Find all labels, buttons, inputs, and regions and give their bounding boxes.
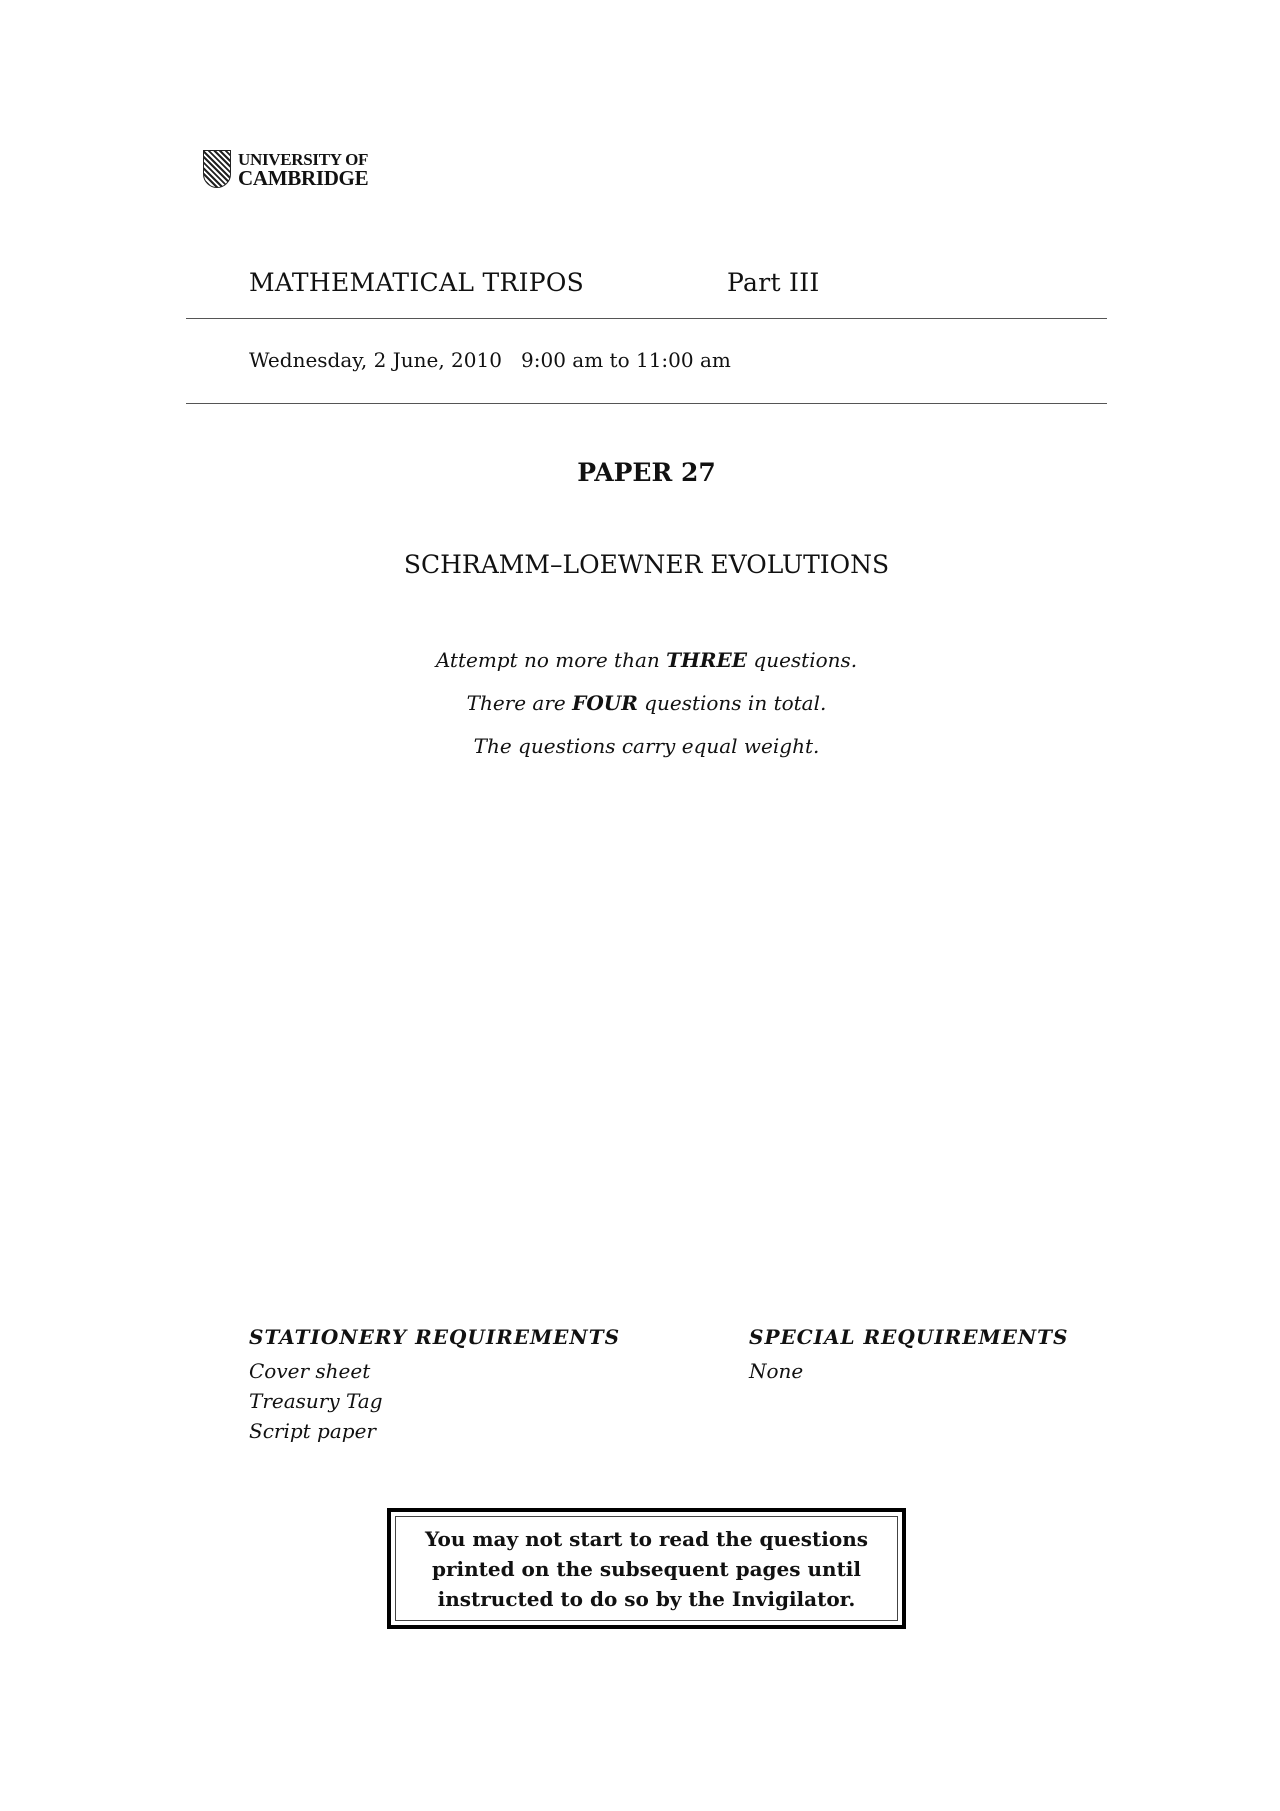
notice-line: printed on the subsequent pages until [431,1556,862,1581]
logo-text [238,150,368,188]
exam-datetime [249,348,731,372]
stationery-item: Treasury Tag [249,1389,383,1413]
special-item: None [749,1359,804,1383]
instruction-line: The questions carry equal weight. [473,734,820,758]
divider [186,403,1107,404]
exam-date: Wednesday, 2 June, 2010 [249,348,502,372]
stationery-heading: STATIONERY REQUIREMENTS [249,1325,621,1349]
instruction-line: Attempt no more than THREE questions. [435,648,858,672]
divider [186,318,1107,319]
special-heading: SPECIAL REQUIREMENTS [749,1325,1069,1349]
exam-time: 9:00 am to 11:00 am [521,348,731,372]
logo-line1: UNIVERSITY OF [238,150,369,169]
notice-line: You may not start to read the questions [424,1526,869,1551]
stationery-item: Script paper [249,1419,376,1443]
stationery-item: Cover sheet [249,1359,371,1383]
instruction-line: There are FOUR questions in total. [466,691,827,715]
paper-number: PAPER 27 [577,458,716,487]
notice-line: instructed to do so by the Invigilator. [437,1586,856,1611]
course-title: SCHRAMM–LOEWNER EVOLUTIONS [403,550,890,579]
invigilator-notice [387,1508,906,1629]
university-logo [203,150,368,188]
logo-line2: CAMBRIDGE [238,166,369,190]
tripos-title: MATHEMATICAL TRIPOS [249,268,585,297]
crest-icon [203,150,231,188]
tripos-part: Part III [727,268,820,297]
